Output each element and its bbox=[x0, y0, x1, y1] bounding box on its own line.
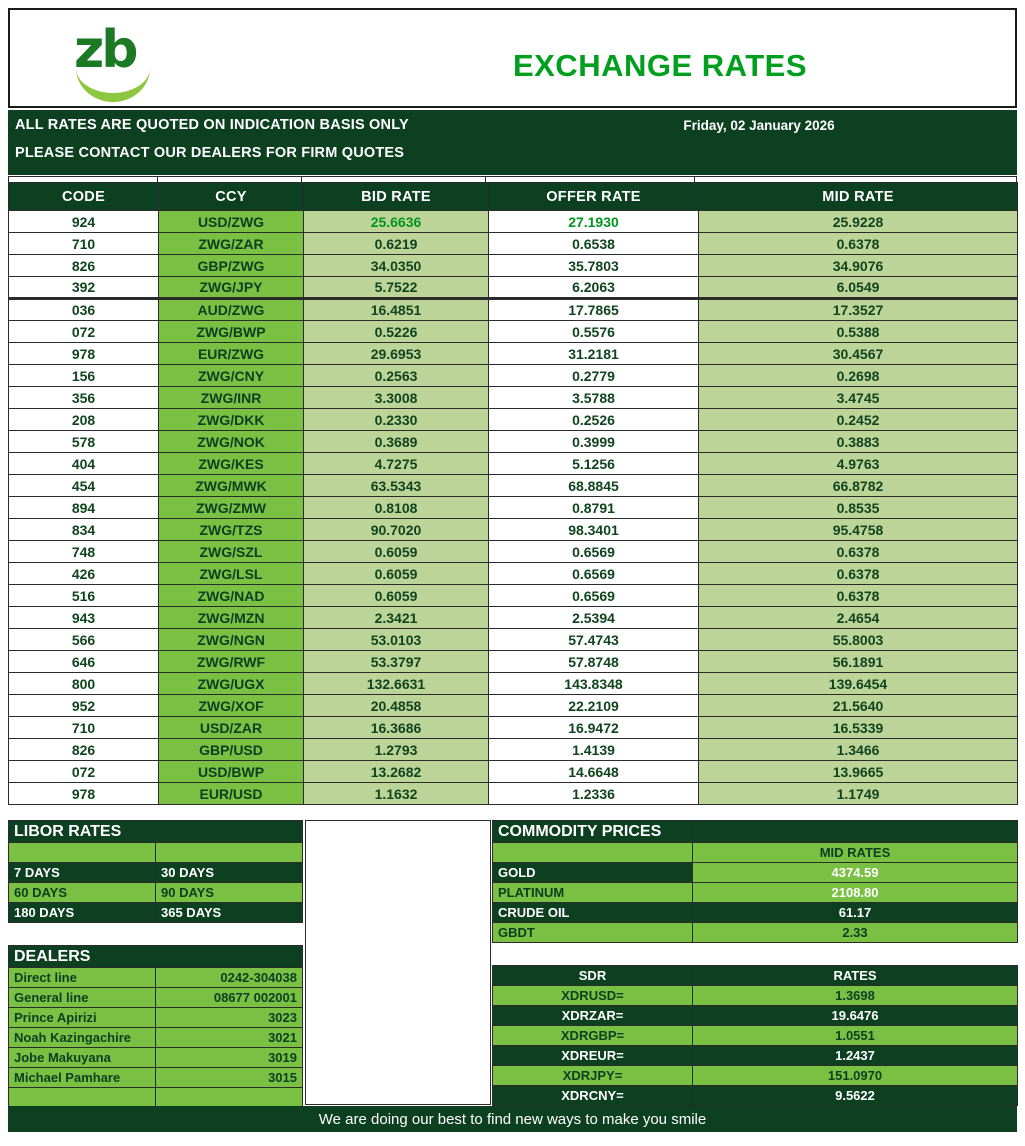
commodity-name-platinum: PLATINUM bbox=[493, 883, 693, 903]
libor-tenor-7-days: 7 DAYS bbox=[9, 863, 156, 883]
cell-mid: 25.9228 bbox=[699, 211, 1018, 233]
notice-band bbox=[8, 110, 1017, 175]
cell-offer: 17.7865 bbox=[489, 299, 699, 321]
cell-bid: 53.3797 bbox=[304, 651, 489, 673]
cell-offer: 22.2109 bbox=[489, 695, 699, 717]
panel-gap-filler bbox=[305, 820, 491, 1105]
table-row bbox=[9, 211, 1018, 233]
cell-code: 426 bbox=[9, 563, 159, 585]
cell-code: 072 bbox=[9, 761, 159, 783]
cell-offer: 2.5394 bbox=[489, 607, 699, 629]
sdr-row bbox=[493, 1006, 1018, 1026]
cell-code: 404 bbox=[9, 453, 159, 475]
cell-offer: 31.2181 bbox=[489, 343, 699, 365]
cell-offer: 5.1256 bbox=[489, 453, 699, 475]
cell-mid: 34.9076 bbox=[699, 255, 1018, 277]
cell-bid: 63.5343 bbox=[304, 475, 489, 497]
table-row bbox=[9, 519, 1018, 541]
cell-mid: 0.2698 bbox=[699, 365, 1018, 387]
cell-bid: 34.0350 bbox=[304, 255, 489, 277]
table-row bbox=[9, 739, 1018, 761]
cell-bid: 0.5226 bbox=[304, 321, 489, 343]
dealer-row bbox=[9, 1008, 303, 1028]
cell-mid: 0.8535 bbox=[699, 497, 1018, 519]
cell-ccy: ZWG/MZN bbox=[159, 607, 304, 629]
cell-bid: 0.8108 bbox=[304, 497, 489, 519]
cell-mid: 3.4745 bbox=[699, 387, 1018, 409]
rates-body bbox=[9, 211, 1018, 805]
cell-code: 710 bbox=[9, 717, 159, 739]
cell-ccy: ZWG/NOK bbox=[159, 431, 304, 453]
cell-mid: 13.9665 bbox=[699, 761, 1018, 783]
cell-ccy: ZWG/SZL bbox=[159, 541, 304, 563]
table-row bbox=[9, 387, 1018, 409]
table-row bbox=[9, 783, 1018, 805]
commodity-row bbox=[493, 923, 1018, 943]
cell-offer: 1.2336 bbox=[489, 783, 699, 805]
cell-code: 208 bbox=[9, 409, 159, 431]
cell-ccy: AUD/ZWG bbox=[159, 299, 304, 321]
cell-mid: 17.3527 bbox=[699, 299, 1018, 321]
cell-offer: 6.2063 bbox=[489, 277, 699, 299]
cell-mid: 6.0549 bbox=[699, 277, 1018, 299]
notice-line-1: ALL RATES ARE QUOTED ON INDICATION BASIS ONLY bbox=[15, 117, 409, 133]
cell-offer: 35.7803 bbox=[489, 255, 699, 277]
cell-code: 454 bbox=[9, 475, 159, 497]
commodity-row bbox=[493, 863, 1018, 883]
commodity-title: COMMODITY PRICES bbox=[493, 821, 693, 843]
libor-blank-row bbox=[9, 843, 303, 863]
cell-bid: 132.6631 bbox=[304, 673, 489, 695]
dealers-panel bbox=[8, 945, 303, 1108]
cell-bid: 0.2330 bbox=[304, 409, 489, 431]
cell-offer: 0.3999 bbox=[489, 431, 699, 453]
cell-mid: 139.6454 bbox=[699, 673, 1018, 695]
table-row bbox=[9, 673, 1018, 695]
quote-date: Friday, 02 January 2026 bbox=[683, 118, 835, 133]
cell-offer: 68.8845 bbox=[489, 475, 699, 497]
libor-blank-right bbox=[156, 843, 303, 863]
commodity-mid-rates-header: MID RATES bbox=[693, 843, 1018, 863]
table-row bbox=[9, 233, 1018, 255]
dealers-blank-left bbox=[9, 1088, 156, 1108]
cell-mid: 4.9763 bbox=[699, 453, 1018, 475]
dealer-name: Prince Apirizi bbox=[9, 1008, 156, 1028]
cell-bid: 16.3686 bbox=[304, 717, 489, 739]
cell-ccy: ZWG/TZS bbox=[159, 519, 304, 541]
table-row bbox=[9, 409, 1018, 431]
dealer-name: Noah Kazingachire bbox=[9, 1028, 156, 1048]
cell-bid: 25.6636 bbox=[304, 211, 489, 233]
dealer-extension: 3023 bbox=[156, 1008, 303, 1028]
cell-offer: 57.8748 bbox=[489, 651, 699, 673]
cell-ccy: ZWG/BWP bbox=[159, 321, 304, 343]
cell-bid: 20.4858 bbox=[304, 695, 489, 717]
cell-code: 894 bbox=[9, 497, 159, 519]
libor-tenor-365-days: 365 DAYS bbox=[156, 903, 303, 923]
cell-code: 072 bbox=[9, 321, 159, 343]
cell-offer: 14.6648 bbox=[489, 761, 699, 783]
table-row bbox=[9, 475, 1018, 497]
cell-ccy: ZWG/MWK bbox=[159, 475, 304, 497]
cell-bid: 53.0103 bbox=[304, 629, 489, 651]
commodity-prices-panel bbox=[492, 820, 1018, 943]
commodity-row bbox=[493, 903, 1018, 923]
sdr-code: XDRUSD= bbox=[493, 986, 693, 1006]
commodity-name-gbdt: GBDT bbox=[493, 923, 693, 943]
table-row bbox=[9, 607, 1018, 629]
dealers-title: DEALERS bbox=[9, 946, 303, 968]
commodity-value-gold: 4374.59 bbox=[693, 863, 1018, 883]
cell-ccy: USD/ZWG bbox=[159, 211, 304, 233]
dealers-body bbox=[9, 968, 303, 1088]
libor-title: LIBOR RATES bbox=[9, 821, 303, 843]
cell-bid: 29.6953 bbox=[304, 343, 489, 365]
commodity-value-platinum: 2108.80 bbox=[693, 883, 1018, 903]
libor-tenor-60-days: 60 DAYS bbox=[9, 883, 156, 903]
dealer-name: General line bbox=[9, 988, 156, 1008]
table-row bbox=[9, 717, 1018, 739]
cell-code: 943 bbox=[9, 607, 159, 629]
cell-mid: 0.5388 bbox=[699, 321, 1018, 343]
dealer-row bbox=[9, 1068, 303, 1088]
libor-blank-left bbox=[9, 843, 156, 863]
sdr-col-header-code: SDR bbox=[493, 966, 693, 986]
cell-bid: 13.2682 bbox=[304, 761, 489, 783]
libor-row bbox=[9, 903, 303, 923]
cell-mid: 56.1891 bbox=[699, 651, 1018, 673]
cell-bid: 0.6059 bbox=[304, 563, 489, 585]
sdr-rate: 1.2437 bbox=[693, 1046, 1018, 1066]
zb-logo bbox=[62, 20, 182, 102]
cell-ccy: ZWG/UGX bbox=[159, 673, 304, 695]
table-row bbox=[9, 629, 1018, 651]
cell-offer: 1.4139 bbox=[489, 739, 699, 761]
cell-bid: 0.3689 bbox=[304, 431, 489, 453]
sdr-row bbox=[493, 1026, 1018, 1046]
dealer-name: Jobe Makuyana bbox=[9, 1048, 156, 1068]
table-row bbox=[9, 541, 1018, 563]
libor-row bbox=[9, 883, 303, 903]
cell-mid: 95.4758 bbox=[699, 519, 1018, 541]
sdr-rate: 19.6476 bbox=[693, 1006, 1018, 1026]
cell-mid: 1.1749 bbox=[699, 783, 1018, 805]
cell-code: 826 bbox=[9, 739, 159, 761]
cell-bid: 0.2563 bbox=[304, 365, 489, 387]
dealer-row bbox=[9, 1048, 303, 1068]
cell-code: 516 bbox=[9, 585, 159, 607]
page-title: EXCHANGE RATES bbox=[512, 48, 808, 83]
cell-offer: 0.2779 bbox=[489, 365, 699, 387]
cell-ccy: ZWG/CNY bbox=[159, 365, 304, 387]
cell-ccy: ZWG/NAD bbox=[159, 585, 304, 607]
libor-tenor-180-days: 180 DAYS bbox=[9, 903, 156, 923]
cell-bid: 3.3008 bbox=[304, 387, 489, 409]
cell-mid: 0.6378 bbox=[699, 541, 1018, 563]
cell-ccy: ZWG/XOF bbox=[159, 695, 304, 717]
cell-code: 646 bbox=[9, 651, 159, 673]
cell-bid: 5.7522 bbox=[304, 277, 489, 299]
sdr-code: XDRCNY= bbox=[493, 1086, 693, 1106]
cell-bid: 4.7275 bbox=[304, 453, 489, 475]
cell-code: 952 bbox=[9, 695, 159, 717]
table-row bbox=[9, 563, 1018, 585]
cell-mid: 1.3466 bbox=[699, 739, 1018, 761]
sdr-row bbox=[493, 1066, 1018, 1086]
cell-offer: 16.9472 bbox=[489, 717, 699, 739]
commodity-subheader-row bbox=[493, 843, 1018, 863]
table-row bbox=[9, 365, 1018, 387]
libor-tenor-90-days: 90 DAYS bbox=[156, 883, 303, 903]
cell-ccy: GBP/USD bbox=[159, 739, 304, 761]
sdr-col-header-rates: RATES bbox=[693, 966, 1018, 986]
col-header-code: CODE bbox=[9, 183, 159, 211]
cell-ccy: ZWG/INR bbox=[159, 387, 304, 409]
cell-ccy: EUR/USD bbox=[159, 783, 304, 805]
cell-code: 036 bbox=[9, 299, 159, 321]
table-row bbox=[9, 431, 1018, 453]
libor-row bbox=[9, 863, 303, 883]
sdr-rate: 1.3698 bbox=[693, 986, 1018, 1006]
dealer-row bbox=[9, 968, 303, 988]
cell-mid: 0.6378 bbox=[699, 563, 1018, 585]
cell-bid: 1.1632 bbox=[304, 783, 489, 805]
cell-mid: 66.8782 bbox=[699, 475, 1018, 497]
cell-mid: 55.8003 bbox=[699, 629, 1018, 651]
table-row bbox=[9, 761, 1018, 783]
dealer-extension: 08677 002001 bbox=[156, 988, 303, 1008]
zb-logo-smile-icon bbox=[76, 68, 150, 102]
cell-mid: 30.4567 bbox=[699, 343, 1018, 365]
sdr-code: XDRGBP= bbox=[493, 1026, 693, 1046]
table-row bbox=[9, 585, 1018, 607]
cell-code: 800 bbox=[9, 673, 159, 695]
commodity-name-gold: GOLD bbox=[493, 863, 693, 883]
commodity-title-filler bbox=[693, 821, 1018, 843]
table-row bbox=[9, 651, 1018, 673]
col-header-offer: OFFER RATE bbox=[489, 183, 699, 211]
cell-bid: 0.6059 bbox=[304, 585, 489, 607]
cell-code: 156 bbox=[9, 365, 159, 387]
sdr-row bbox=[493, 1046, 1018, 1066]
table-row bbox=[9, 255, 1018, 277]
cell-ccy: ZWG/JPY bbox=[159, 277, 304, 299]
cell-ccy: USD/BWP bbox=[159, 761, 304, 783]
cell-bid: 16.4851 bbox=[304, 299, 489, 321]
table-row bbox=[9, 321, 1018, 343]
cell-offer: 0.8791 bbox=[489, 497, 699, 519]
col-header-mid: MID RATE bbox=[699, 183, 1018, 211]
commodity-name-crude-oil: CRUDE OIL bbox=[493, 903, 693, 923]
cell-code: 978 bbox=[9, 783, 159, 805]
zb-logo-text: zb bbox=[74, 20, 136, 80]
cell-code: 356 bbox=[9, 387, 159, 409]
sdr-code: XDRZAR= bbox=[493, 1006, 693, 1026]
table-row bbox=[9, 343, 1018, 365]
cell-mid: 0.6378 bbox=[699, 585, 1018, 607]
col-header-bid: BID RATE bbox=[304, 183, 489, 211]
cell-ccy: EUR/ZWG bbox=[159, 343, 304, 365]
commodity-value-crude-oil: 61.17 bbox=[693, 903, 1018, 923]
exchange-rates-table bbox=[8, 182, 1018, 805]
cell-offer: 0.6538 bbox=[489, 233, 699, 255]
cell-ccy: USD/ZAR bbox=[159, 717, 304, 739]
cell-bid: 1.2793 bbox=[304, 739, 489, 761]
cell-offer: 27.1930 bbox=[489, 211, 699, 233]
sdr-rate: 1.0551 bbox=[693, 1026, 1018, 1046]
cell-code: 566 bbox=[9, 629, 159, 651]
cell-bid: 90.7020 bbox=[304, 519, 489, 541]
cell-ccy: ZWG/DKK bbox=[159, 409, 304, 431]
sdr-row bbox=[493, 986, 1018, 1006]
cell-mid: 2.4654 bbox=[699, 607, 1018, 629]
cell-ccy: GBP/ZWG bbox=[159, 255, 304, 277]
cell-offer: 0.6569 bbox=[489, 541, 699, 563]
cell-code: 826 bbox=[9, 255, 159, 277]
table-row bbox=[9, 453, 1018, 475]
cell-mid: 21.5640 bbox=[699, 695, 1018, 717]
cell-mid: 16.5339 bbox=[699, 717, 1018, 739]
cell-offer: 0.6569 bbox=[489, 563, 699, 585]
cell-mid: 0.6378 bbox=[699, 233, 1018, 255]
cell-mid: 0.3883 bbox=[699, 431, 1018, 453]
cell-bid: 0.6219 bbox=[304, 233, 489, 255]
cell-code: 748 bbox=[9, 541, 159, 563]
cell-bid: 0.6059 bbox=[304, 541, 489, 563]
cell-code: 924 bbox=[9, 211, 159, 233]
cell-code: 578 bbox=[9, 431, 159, 453]
commodity-value-gbdt: 2.33 bbox=[693, 923, 1018, 943]
header-logo-band bbox=[8, 8, 1017, 108]
notice-line-2: PLEASE CONTACT OUR DEALERS FOR FIRM QUOTES bbox=[15, 145, 405, 161]
cell-offer: 3.5788 bbox=[489, 387, 699, 409]
dealers-blank-right bbox=[156, 1088, 303, 1108]
dealer-extension: 3015 bbox=[156, 1068, 303, 1088]
cell-offer: 57.4743 bbox=[489, 629, 699, 651]
commodity-blank-left bbox=[493, 843, 693, 863]
cell-offer: 0.6569 bbox=[489, 585, 699, 607]
dealers-blank-row bbox=[9, 1088, 303, 1108]
cell-ccy: ZWG/NGN bbox=[159, 629, 304, 651]
sdr-code: XDREUR= bbox=[493, 1046, 693, 1066]
cell-offer: 98.3401 bbox=[489, 519, 699, 541]
dealer-extension: 0242-304038 bbox=[156, 968, 303, 988]
sdr-rate: 151.0970 bbox=[693, 1066, 1018, 1086]
cell-bid: 2.3421 bbox=[304, 607, 489, 629]
cell-ccy: ZWG/LSL bbox=[159, 563, 304, 585]
table-row bbox=[9, 277, 1018, 299]
table-row bbox=[9, 299, 1018, 321]
sdr-rates-panel bbox=[492, 965, 1018, 1106]
sdr-header-row bbox=[493, 966, 1018, 986]
commodity-title-row bbox=[493, 821, 1018, 843]
dealer-extension: 3019 bbox=[156, 1048, 303, 1068]
sdr-rate: 9.5622 bbox=[693, 1086, 1018, 1106]
table-row bbox=[9, 695, 1018, 717]
table-row bbox=[9, 497, 1018, 519]
libor-rates-panel bbox=[8, 820, 303, 923]
cell-code: 710 bbox=[9, 233, 159, 255]
rates-header-row bbox=[9, 183, 1018, 211]
sdr-code: XDRJPY= bbox=[493, 1066, 693, 1086]
cell-offer: 0.2526 bbox=[489, 409, 699, 431]
dealer-row bbox=[9, 1028, 303, 1048]
sdr-row bbox=[493, 1086, 1018, 1106]
cell-ccy: ZWG/KES bbox=[159, 453, 304, 475]
footer-tagline: We are doing our best to find new ways to make you smile bbox=[8, 1106, 1017, 1132]
col-header-ccy: CCY bbox=[159, 183, 304, 211]
libor-tenor-30-days: 30 DAYS bbox=[156, 863, 303, 883]
libor-title-row bbox=[9, 821, 303, 843]
cell-code: 392 bbox=[9, 277, 159, 299]
cell-ccy: ZWG/RWF bbox=[159, 651, 304, 673]
cell-offer: 143.8348 bbox=[489, 673, 699, 695]
dealer-name: Michael Pamhare bbox=[9, 1068, 156, 1088]
dealers-title-row bbox=[9, 946, 303, 968]
cell-offer: 0.5576 bbox=[489, 321, 699, 343]
commodity-row bbox=[493, 883, 1018, 903]
dealer-row bbox=[9, 988, 303, 1008]
sdr-body bbox=[493, 986, 1018, 1106]
cell-ccy: ZWG/ZMW bbox=[159, 497, 304, 519]
cell-mid: 0.2452 bbox=[699, 409, 1018, 431]
dealer-name: Direct line bbox=[9, 968, 156, 988]
cell-ccy: ZWG/ZAR bbox=[159, 233, 304, 255]
cell-code: 834 bbox=[9, 519, 159, 541]
dealer-extension: 3021 bbox=[156, 1028, 303, 1048]
cell-code: 978 bbox=[9, 343, 159, 365]
